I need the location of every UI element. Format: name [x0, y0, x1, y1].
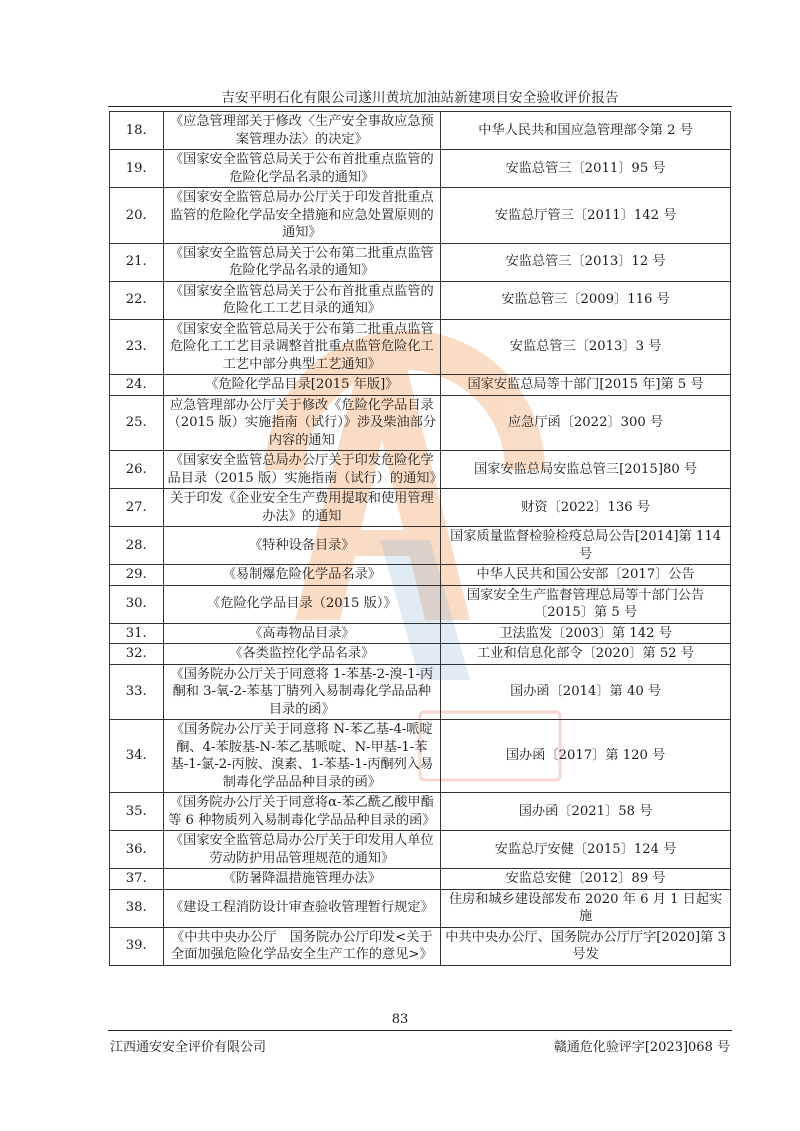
regulation-reference: 应急厅函〔2022〕300 号	[441, 395, 731, 451]
table-row	[110, 281, 731, 319]
row-number: 37.	[110, 869, 164, 890]
regulation-name: 《国家安全监管总局关于公布首批重点监管的危险化工工艺目录的通知》	[163, 281, 441, 319]
regulation-name: 《国家安全监管总局关于公布第二批重点监管危险化学品名录的通知》	[163, 243, 441, 281]
regulation-name: 《中共中央办公厅 国务院办公厅印发<关于全面加强危险化学品安全生产工作的意见>》	[163, 927, 441, 965]
regulation-reference: 国家安全生产监督管理总局等十部门公告〔2015〕第 5 号	[441, 585, 731, 623]
table-row	[110, 243, 731, 281]
regulation-name: 《国家安全监管总局办公厅关于印发用人单位劳动防护用品管理规范的通知》	[163, 831, 441, 869]
table-row	[110, 375, 731, 396]
regulation-name: 《国家安全监管总局关于公布首批重点监管的危险化学品名录的通知》	[163, 150, 441, 188]
regulation-name: 关于印发《企业安全生产费用提取和使用管理办法》的通知	[163, 489, 441, 527]
regulation-reference: 安监总安健〔2012〕89 号	[441, 869, 731, 890]
row-number: 23.	[110, 319, 164, 375]
regulation-reference: 国家质量监督检验检疫总局公告[2014]第 114 号	[441, 527, 731, 565]
row-number: 18.	[110, 112, 164, 150]
regulation-name: 《国家安全监管总局关于公布第二批重点监管危险化工工艺目录调整首批重点监管危险化工工艺中部分典型工艺通知》	[163, 319, 441, 375]
row-number: 31.	[110, 623, 164, 644]
regulation-name: 《国务院办公厅关于同意将α-苯乙酰乙酸甲酯等 6 种物质列入易制毒化学品品种目录的函》	[163, 793, 441, 831]
regulation-reference: 安监总管三〔2013〕3 号	[441, 319, 731, 375]
regulation-reference: 安监总厅管三〔2011〕142 号	[441, 188, 731, 244]
regulation-reference: 安监总厅安健〔2015〕124 号	[441, 831, 731, 869]
regulation-name: 《防暑降温措施管理办法》	[163, 869, 441, 890]
regulation-name: 《应急管理部关于修改〈生产安全事故应急预案管理办法〉的决定》	[163, 112, 441, 150]
row-number: 22.	[110, 281, 164, 319]
table-row	[110, 451, 731, 489]
row-number: 24.	[110, 375, 164, 396]
table-row	[110, 720, 731, 793]
table-row	[110, 831, 731, 869]
row-number: 28.	[110, 527, 164, 565]
regulation-name: 《国务院办公厅关于同意将 1-苯基-2-溴-1-丙酮和 3-氧-2-苯基丁腈列入易制毒化学品品种目录的函》	[163, 664, 441, 720]
table-row	[110, 623, 731, 644]
table-row	[110, 869, 731, 890]
table-row	[110, 644, 731, 665]
regulation-reference: 国办函〔2017〕第 120 号	[441, 720, 731, 793]
regulation-reference: 安监总管三〔2009〕116 号	[441, 281, 731, 319]
row-number: 35.	[110, 793, 164, 831]
regulation-reference: 安监总管三〔2013〕12 号	[441, 243, 731, 281]
regulation-reference: 财资〔2022〕136 号	[441, 489, 731, 527]
regulation-name: 《国家安全监管总局办公厅关于印发首批重点监管的危险化学品安全措施和应急处置原则的通知》	[163, 188, 441, 244]
row-number: 26.	[110, 451, 164, 489]
regulation-name: 《各类监控化学品名录》	[163, 644, 441, 665]
regulation-name: 《高毒物品目录》	[163, 623, 441, 644]
regulation-table-body	[110, 112, 731, 966]
table-row	[110, 319, 731, 375]
footer-company: 江西通安安全评价有限公司	[110, 1040, 267, 1055]
regulation-reference: 国家安监总局等十部门[2015 年]第 5 号	[441, 375, 731, 396]
row-number: 36.	[110, 831, 164, 869]
regulation-name: 《危险化学品目录（2015 版）》	[163, 585, 441, 623]
table-row	[110, 527, 731, 565]
row-number: 27.	[110, 489, 164, 527]
table-row	[110, 927, 731, 965]
regulation-name: 《国家安全监管总局办公厅关于印发危险化学品目录（2015 版）实施指南（试行）的通知》	[163, 451, 441, 489]
table-row	[110, 489, 731, 527]
page-header: 吉安平明石化有限公司遂川黄坑加油站新建项目安全验收评价报告	[221, 90, 619, 106]
table-row	[110, 395, 731, 451]
row-number: 29.	[110, 565, 164, 586]
table-row	[110, 112, 731, 150]
regulation-name: 《国务院办公厅关于同意将 N-苯乙基-4-哌啶酮、4-苯胺基-N-苯乙基哌啶、N-甲基-1-苯基-1-氯-2-丙胺、溴素、1-苯基-1-丙酮列入易制毒化学品品种目录的函》	[163, 720, 441, 793]
regulation-reference: 工业和信息化部令〔2020〕第 52 号	[441, 644, 731, 665]
regulation-reference: 中华人民共和国应急管理部令第 2 号	[441, 112, 731, 150]
row-number: 30.	[110, 585, 164, 623]
regulation-reference: 国办函〔2021〕58 号	[441, 793, 731, 831]
table-row	[110, 585, 731, 623]
regulation-name: 《特种设备目录》	[163, 527, 441, 565]
table-row	[110, 150, 731, 188]
regulation-name: 《危险化学品目录[2015 年版]》	[163, 375, 441, 396]
row-number: 32.	[110, 644, 164, 665]
row-number: 34.	[110, 720, 164, 793]
regulation-name: 应急管理部办公厅关于修改《危险化学品目录（2015 版）实施指南（试行）》涉及柴油部分内容的通知	[163, 395, 441, 451]
page-number: 83	[391, 1012, 409, 1027]
regulation-name: 《易制爆危险化学品名录》	[163, 565, 441, 586]
footer-doc-number: 赣通危化验评字[2023]068 号	[553, 1040, 730, 1055]
regulation-reference: 国家安监总局安监总管三[2015]80 号	[441, 451, 731, 489]
regulation-reference: 国办函〔2014〕第 40 号	[441, 664, 731, 720]
table-row	[110, 664, 731, 720]
header-divider	[108, 106, 732, 107]
row-number: 20.	[110, 188, 164, 244]
row-number: 38.	[110, 889, 164, 927]
regulation-name: 《建设工程消防设计审查验收管理暂行规定》	[163, 889, 441, 927]
row-number: 25.	[110, 395, 164, 451]
table-row	[110, 188, 731, 244]
regulation-reference: 卫法监发〔2003〕第 142 号	[441, 623, 731, 644]
row-number: 21.	[110, 243, 164, 281]
regulation-reference: 中共中央办公厅、国务院办公厅厅字[2020]第 3 号发	[441, 927, 731, 965]
regulation-table	[109, 111, 731, 966]
table-row	[110, 889, 731, 927]
regulation-reference: 中华人民共和国公安部〔2017〕公告	[441, 565, 731, 586]
table-row	[110, 565, 731, 586]
regulation-reference: 安监总管三〔2011〕95 号	[441, 150, 731, 188]
table-row	[110, 793, 731, 831]
row-number: 33.	[110, 664, 164, 720]
footer-divider	[108, 1030, 732, 1031]
row-number: 39.	[110, 927, 164, 965]
regulation-reference: 住房和城乡建设部发布 2020 年 6 月 1 日起实施	[441, 889, 731, 927]
row-number: 19.	[110, 150, 164, 188]
